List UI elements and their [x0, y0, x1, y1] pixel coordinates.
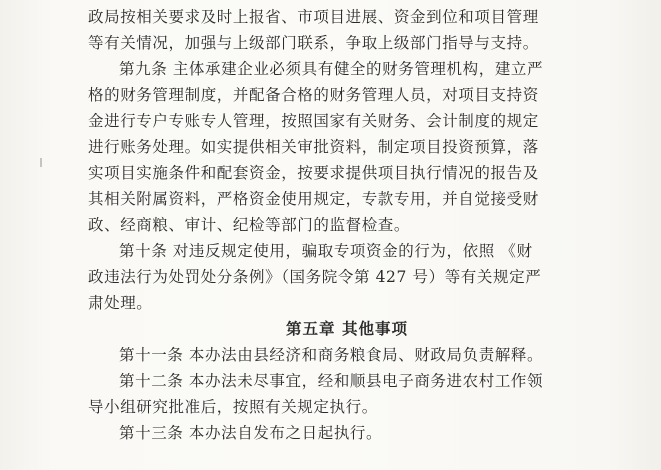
text-line: 进行账务处理。如实提供相关审批资料，制定项目投资预算，落 — [88, 138, 539, 156]
article-12 — [88, 368, 588, 420]
text-line: 导小组研究批准后，按照有关规定执行。 — [88, 398, 378, 416]
paragraph-reporting — [88, 4, 588, 56]
text-line: 政违法行为处罚处分条例》（国务院令第 427 号）等有关规定严 — [88, 268, 542, 286]
text-line: 金进行专户专账专人管理，按照国家有关财务、会计制度的规定 — [88, 112, 539, 130]
text-line: 第十条 对违反规定使用，骗取专项资金的行为，依照 《财 — [119, 242, 533, 260]
text-line: 第十三条 本办法自发布之日起执行。 — [119, 424, 383, 442]
article-11 — [88, 342, 588, 368]
text-line: 政局按相关要求及时上报省、市项目进展、资金到位和项目管理 — [88, 8, 539, 26]
text-line: 肃处理。 — [88, 294, 153, 312]
text-line: 第十二条 本办法未尽事宜，经和顺县电子商务进农村工作领 — [119, 372, 544, 390]
text-line: 第十一条 本办法由县经济和商务粮食局、财政局负责解释。 — [119, 346, 544, 364]
article-13 — [88, 420, 588, 446]
text-line: 第九条 主体承建企业必须具有健全的财务管理机构，建立严 — [119, 60, 544, 78]
article-9 — [88, 56, 588, 238]
document-body — [88, 4, 588, 446]
article-10 — [88, 238, 588, 316]
margin-mark — [40, 158, 42, 167]
text-line: 实项目实施条件和配套资金，按要求提供项目执行情况的报告及 — [88, 164, 539, 182]
text-line: 政、经商粮、审计、纪检等部门的监督检查。 — [88, 216, 411, 234]
text-line: 格的财务管理制度，并配备合格的财务管理人员，对项目支持资 — [88, 86, 539, 104]
text-line: 其相关附属资料，严格资金使用规定，专款专用，并自觉接受财 — [88, 190, 539, 208]
text-line: 等有关情况，加强与上级部门联系，争取上级部门指导与支持。 — [88, 34, 539, 52]
chapter-heading: 第五章 其他事项 — [286, 320, 408, 338]
